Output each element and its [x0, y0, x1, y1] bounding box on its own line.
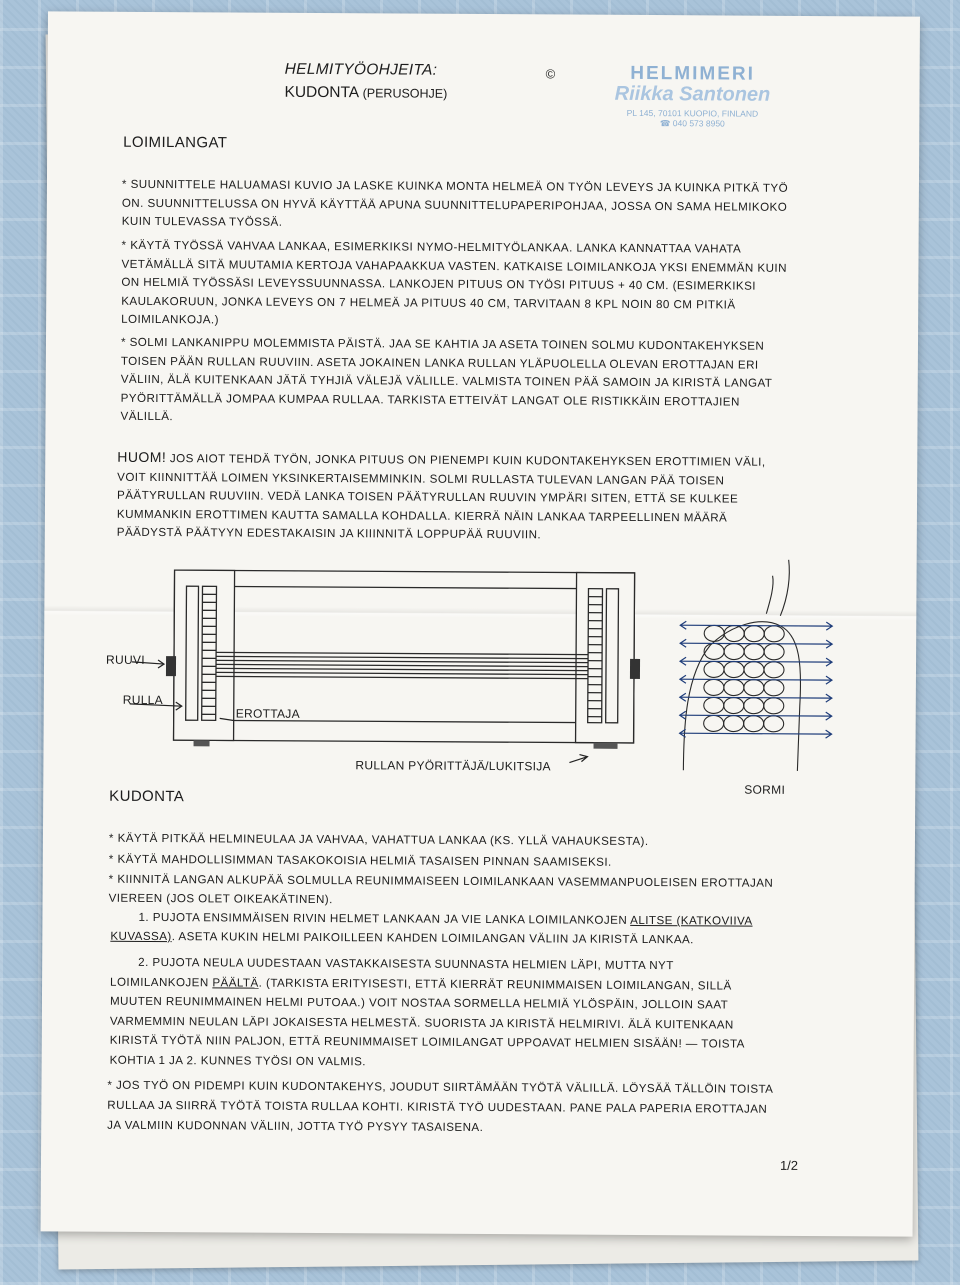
brand-phone: ☎ 040 573 8950	[659, 118, 725, 129]
step-1	[110, 909, 870, 951]
step1-rest: . ASETA KUKIN HELMI PAIKOILLEEN KAHDEN LOIMILANGAN VÄLIIN JA KIRISTÄ LANKAA.	[171, 929, 694, 946]
subtitle-small: (PERUSOHJE)	[362, 86, 448, 101]
text-line: VIEREEN (JOS OLET OIKEAKÄTINEN).	[108, 891, 333, 906]
section-heading-loimilangat: LOIMILANGAT	[123, 133, 228, 152]
subtitle-main: KUDONTA	[284, 83, 359, 102]
left-screw	[166, 656, 176, 676]
text-line: 2. PUJOTA NEULA UUDESTAAN VASTAKKAISESTA SUUNNASTA HELMIEN LÄPI, MUTTA NYT	[138, 955, 674, 973]
paragraph-1	[122, 176, 855, 236]
text-line: * KIINNITÄ LANGAN ALKUPÄÄ SOLMULLA REUNIMMAISEEN LOIMILANKAAN VASEMMANPUOLEISEN EROTTAJAN	[108, 872, 774, 890]
text-line: PYÖRITTÄMÄLLÄ JOMPAA KUMPAA RULLAA. TARKISTA ETTEIVÄT LANGAT OLE RISTIKKÄIN EROTTAJIEN	[120, 391, 740, 409]
section-heading-kudonta: KUDONTA	[109, 787, 185, 806]
brand-address: PL 145, 70101 KUOPIO, FINLAND	[626, 107, 759, 119]
text-line: KAULAKORUUN, JONKA LEVEYS ON 7 HELMEÄ JA PITUUS 40 CM, TARVITAAN 8 KPL NOIN 80 CM PITKIÄ	[121, 294, 736, 312]
label-pyorittaja: RULLAN PYÖRITTÄJÄ/LUKITSIJA	[355, 758, 551, 774]
text-line: MUUTEN REUNIMMAINEN HELMI PUTOAA.) VOIT NOSTAA SORMELLA HELMIÄ YLÖSPÄIN, JOLLOIN SAAT	[109, 994, 729, 1012]
label-ruuvi: RUUVI	[106, 652, 145, 667]
finger-bead-diagram	[669, 555, 850, 776]
huom-paragraph	[117, 448, 854, 547]
text-line: TOISEN PÄÄN RULLAN RUUVIIN. ASETA JOKAINEN LANKA RULLAN YLÄPUOLELLA OLEVAN EROTTAJAN ERI	[120, 354, 759, 372]
kudonta-bullets	[109, 830, 869, 913]
brand-person: Riikka Santonen	[614, 82, 771, 106]
text-line: * SOLMI LANKANIPPU MOLEMMISTA PÄISTÄ. JAA SE KAHTIA JA ASETA TOINEN SOLMU KUDONTAKEHYKSEN	[120, 335, 765, 353]
instruction-sheet	[41, 11, 920, 1236]
text-line: ON. SUUNNITTELUSSA ON HYVÄ KÄYTTÄÄ APUNA SUUNNITTELUPAPERIPOHJAA, JOSSA ON SAMA HELMIKOKO	[121, 196, 788, 214]
paragraph-2	[121, 237, 855, 334]
text-line: VARMEMMIN NEULAN LÄPI JOKAISESTA HELMESTÄ. SUORISTA JA KIRISTÄ HELMIRIVI. ÄLÄ KUITENKAAN	[109, 1014, 734, 1032]
brand-name: HELMIMERI	[630, 62, 755, 85]
step2-rest: . (TARKISTA ERITYISESTI, ETTÄ KIERRÄT REUNIMMAISEN LOIMILANGAN, SILLÄ	[258, 976, 732, 993]
text-line: VETÄMÄLLÄ SITÄ MUUTAMIA KERTOJA VAHAPAAKKUA VASTEN. KATKAISE LOIMILANKOJA YKSI ENEMMÄN KUIN	[121, 257, 787, 275]
step1-text: 1. PUJOTA ENSIMMÄISEN RIVIN HELMET LANKAAN JA VIE LANKA LOIMILANKOJEN	[138, 910, 628, 927]
label-erottaja: EROTTAJA	[235, 706, 300, 721]
text-line: VÄLILLÄ.	[120, 410, 174, 424]
label-rulla: RULLA	[122, 692, 164, 708]
text-line: KUMMANKIN EROTTIMEN KAUTTA SAMALLA KOHDALLA. KIERRÄ NÄIN LANKAA TARPEELLINEN MÄÄRÄ	[116, 507, 728, 525]
bullet-4	[107, 1076, 867, 1141]
right-separator	[588, 589, 603, 723]
document-subtitle	[284, 84, 447, 103]
text-line: KOHTIA 1 JA 2. KUNNES TYÖSI ON VALMIS.	[109, 1053, 366, 1068]
text-line: * KÄYTÄ PITKÄÄ HELMINEULAA JA VAHVAA, VAHATTUA LANKAA (KS. YLLÄ VAHAUKSESTA).	[108, 831, 649, 849]
loom-frame-diagram	[93, 564, 654, 767]
page-number: 1/2	[779, 1157, 799, 1173]
copyright-symbol: ©	[545, 66, 556, 82]
huom-line-text: JOS AIOT TEHDÄ TYÖN, JONKA PITUUS ON PIENEMPI KUIN KUDONTAKEHYKSEN EROTTIMIEN VÄLI,	[169, 452, 766, 469]
text-line: PÄÄTYRULLAN RUUVIIN. VEDÄ LANKA TOISEN PÄÄTYRULLAN RUUVIN YMPÄRI SITEN, ETTÄ SE KULKEE	[117, 488, 739, 506]
step1-underlined-2: KUVASSA)	[110, 929, 172, 943]
step2-text: LOIMILANKOJEN	[110, 975, 209, 989]
label-sormi: SORMI	[744, 782, 786, 797]
brand-stamp	[592, 63, 792, 130]
step-2	[110, 953, 871, 1075]
text-line: JA VALMIIN KUDONNAN VÄLIIN, JOTTA TYÖ PYSYY TASAISENA.	[107, 1118, 484, 1135]
brand-phone-number: 040 573 8950	[672, 118, 725, 129]
paragraph-3	[120, 334, 854, 431]
huom-label: HUOM!	[117, 448, 167, 466]
text-line: * JOS TYÖ ON PIDEMPI KUIN KUDONTAKEHYS, JOUDUT SIIRTÄMÄÄN TYÖTÄ VÄLILLÄ. LÖYSÄÄ TÄLLÖIN TOISTA	[107, 1078, 774, 1096]
text-line: * SUUNNITTELE HALUAMASI KUVIO JA LASKE KUINKA MONTA HELMEÄ ON TYÖN LEVEYS JA KUINKA PITKÄ TYÖ	[121, 177, 789, 195]
text-line: VOIT KIINNITTÄÄ LOIMEN YKSINKERTAISEMMINKIN. SOLMI RULLASTA TULEVAN LANGAN PÄÄ TOISEN	[117, 470, 725, 488]
document-title: HELMITYÖOHJEITA:	[284, 60, 438, 79]
left-separator	[202, 586, 217, 720]
text-line: LOIMILANKOJA.)	[121, 313, 219, 327]
weft-arrows	[680, 621, 833, 738]
right-roll-lock	[594, 743, 618, 749]
text-line: ON HELMIÄ TYÖSSÄSI LEVEYSSUUNNASSA. LANKOJEN PITUUS ON TYÖSI PITUUS + 40 CM. (ESIMERKIKSI	[121, 275, 756, 293]
text-line	[110, 927, 870, 950]
text-line: * KÄYTÄ MAHDOLLISIMMAN TASAKOKOISIA HELMIÄ TASAISEN PINNAN SAAMISEKSI.	[108, 852, 612, 869]
step2-underlined: PÄÄLTÄ	[212, 975, 259, 990]
text-line: VÄLIIN, ÄLÄ KUITENKAAN JÄTÄ TYHJIÄ VÄLEJÄ VÄLILLE. VALMISTA TOINEN PÄÄ SAMOIN JA KIRISTÄ LANGAT	[120, 372, 773, 390]
text-line: KIRISTÄ TYÖTÄ NIIN PALJON, ETTÄ REUNIMMAISET LOIMILANGAT UPPOAVAT HELMIEN SISÄÄN! — TOISTA	[109, 1033, 745, 1051]
left-roll-lock	[194, 740, 210, 746]
text-line: RULLAA JA SIIRRÄ TYÖTÄ TOISTA RULLAA KOHTI. KIRISTÄ TYÖ UUDESTAAN. PANE PALA PAPERIA EROTTAJAN	[107, 1098, 768, 1116]
text-line: * KÄYTÄ TYÖSSÄ VAHVAA LANKAA, ESIMERKIKSI NYMO-HELMITYÖLANKAA. LANKA KANNATTAA VAHATA	[121, 238, 742, 256]
text-line: KUIN TULEVASSA TYÖSSÄ.	[121, 214, 283, 229]
step1-underlined: ALITSE (KATKOVIIVA	[630, 913, 753, 928]
right-screw	[630, 659, 640, 679]
text-line: PÄÄDYSTÄ PÄÄTYYN EDESTAKAISIN JA KIIINNITÄ LOPPUPÄÄ RUUVIIN.	[116, 526, 542, 542]
